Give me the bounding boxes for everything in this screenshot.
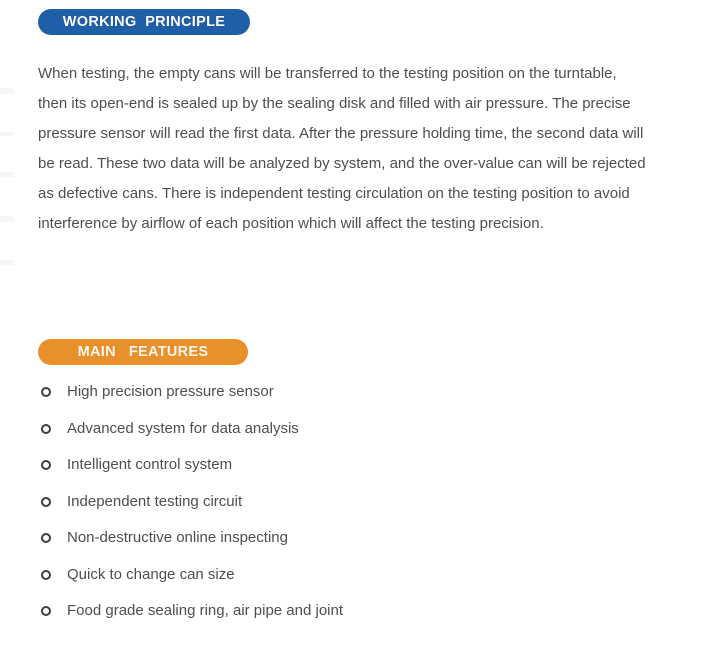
main-features-list — [38, 374, 638, 630]
list-item — [38, 374, 638, 411]
hollow-circle-bullet-icon — [41, 606, 51, 616]
list-item — [38, 520, 638, 557]
list-item — [38, 557, 638, 594]
hollow-circle-bullet-icon — [41, 387, 51, 397]
hollow-circle-bullet-icon — [41, 424, 51, 434]
working-principle-badge: WORKING PRINCIPLE — [38, 9, 250, 35]
list-item-label: Quick to change can size — [67, 565, 235, 583]
list-item-label: Independent testing circuit — [67, 492, 243, 510]
list-item — [38, 484, 638, 521]
list-item — [38, 593, 638, 630]
hollow-circle-bullet-icon — [41, 460, 51, 470]
list-item-label: High precision pressure sensor — [67, 383, 274, 401]
list-item-label: Intelligent control system — [67, 456, 233, 474]
list-item-label: Advanced system for data analysis — [67, 419, 299, 437]
main-features-badge: MAIN FEATURES — [38, 339, 248, 365]
list-item-label: Non-destructive online inspecting — [67, 529, 288, 547]
hollow-circle-bullet-icon — [41, 533, 51, 543]
working-principle-paragraph: When testing, the empty cans will be transferred to the testing position on the turntable, then its open-end is sealed up by the sealing disk and filled with air pressure. The precise pressure sensor will read the first data. After the pressure holding time, the second data will be read. These two data will be analyzed by system, and the over-value can will be rejected as defective cans. There is independent testing circulation on the testing position to avoid interference by airflow of each position which will affect the testing precision. — [38, 65, 646, 232]
list-item-label: Food grade sealing ring, air pipe and joint — [67, 602, 344, 620]
page-edge-artifact — [0, 60, 14, 280]
list-item — [38, 411, 638, 448]
hollow-circle-bullet-icon — [41, 497, 51, 507]
list-item — [38, 447, 638, 484]
hollow-circle-bullet-icon — [41, 570, 51, 580]
